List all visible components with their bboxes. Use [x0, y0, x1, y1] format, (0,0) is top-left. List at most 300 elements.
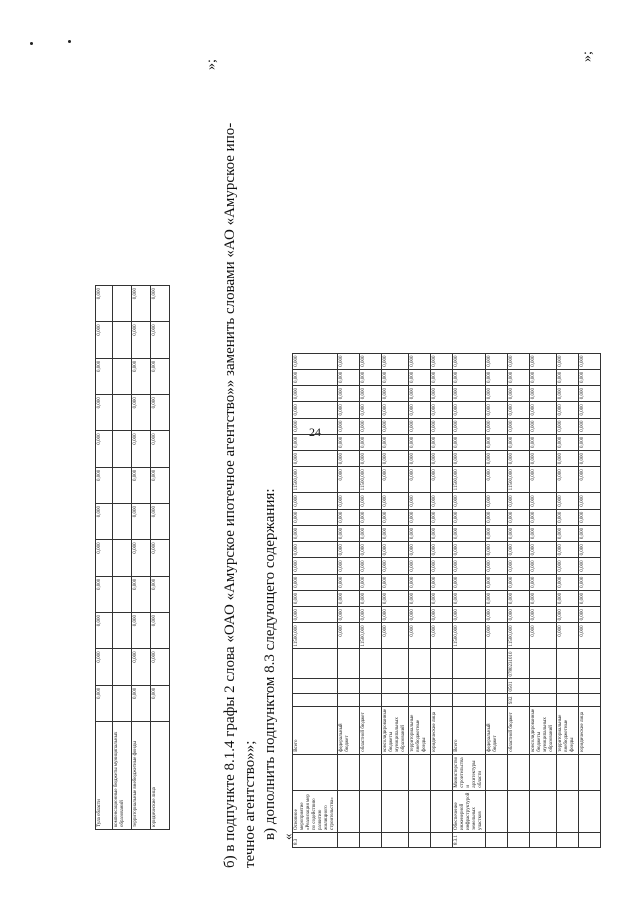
- cell-number: [409, 833, 431, 848]
- cell-value: 0,000: [486, 467, 508, 493]
- cell-grbs: 932: [508, 694, 530, 707]
- cell-csr: [360, 649, 382, 679]
- cell-value: 0,000: [508, 558, 530, 574]
- cell-value: 0,000: [453, 353, 486, 369]
- cell-value: 0,000: [409, 607, 431, 623]
- cell-value: 0,000: [557, 369, 579, 385]
- cell-grbs: [293, 694, 338, 707]
- cell-value: 0,000: [486, 493, 508, 509]
- cell-value: 0,000: [409, 525, 431, 541]
- cell-executor: [338, 754, 360, 790]
- cell-name: [409, 790, 431, 832]
- cell-total: 11500,000: [360, 623, 382, 649]
- table-row: [579, 353, 601, 847]
- cell-value: 0,000: [382, 386, 409, 402]
- cell-value: 0,000: [530, 451, 557, 467]
- paragraph-b-line1: б) в подпункте 8.1.4 графы 2 слова «ОАО «Амурское ипотечное агентство»» заменить словами «АО «Амурское ипо-: [222, 122, 238, 868]
- cell-value: 0,000: [382, 607, 409, 623]
- cell-value: 0,000: [409, 402, 431, 418]
- cell-value: 0,000: [338, 386, 360, 402]
- cell-value: 0,000: [293, 451, 338, 467]
- cell-csr: [530, 649, 557, 679]
- cell-value: 0,000: [579, 525, 601, 541]
- cell-value: 0,000: [338, 369, 360, 385]
- cell-total: 0,000: [409, 623, 431, 649]
- cell-source: Всего: [453, 706, 486, 754]
- cell-value: 0,000: [382, 590, 409, 606]
- cell-value: 0,000: [508, 574, 530, 590]
- cell-name: [431, 790, 453, 832]
- cell-value: 0,000: [453, 451, 486, 467]
- cell-value: 0,000: [431, 467, 453, 493]
- cell-value: 0,000: [486, 558, 508, 574]
- cell-value: 0,000: [486, 418, 508, 434]
- cell-name: [486, 790, 508, 832]
- cell-value: 0,000: [293, 509, 338, 525]
- cell-value: 0,000: [508, 418, 530, 434]
- cell-name: [382, 790, 409, 832]
- cell-total: 0,000: [530, 623, 557, 649]
- cell-value: 0,000: [360, 493, 382, 509]
- cell-value: 0,000: [293, 493, 338, 509]
- cell-name: [557, 790, 579, 832]
- cell-value: 0,000: [382, 418, 409, 434]
- cell-total: 11500,000: [293, 623, 338, 649]
- paragraph-v: в) дополнить подпунктом 8.3 следующего содержания:: [262, 488, 278, 840]
- cell-value: 0,000: [431, 509, 453, 525]
- table-row: [486, 353, 508, 847]
- cell-rz: [431, 679, 453, 694]
- cell-number: [579, 833, 601, 848]
- cell-value: 0,000: [338, 451, 360, 467]
- cell-value: 0,000: [508, 542, 530, 558]
- cell-value: 0,000: [530, 607, 557, 623]
- cell-grbs: [579, 694, 601, 707]
- cell-value: 0,000: [338, 493, 360, 509]
- cell-value: 0,000: [508, 451, 530, 467]
- cell-csr: [453, 649, 486, 679]
- cell-value: 0,000: [453, 574, 486, 590]
- cell-value: 0,000: [293, 607, 338, 623]
- cell-grbs: [338, 694, 360, 707]
- cell-grbs: [530, 694, 557, 707]
- cell-value: 0,000: [409, 574, 431, 590]
- cell-executor: [579, 754, 601, 790]
- table-row: [338, 353, 360, 847]
- cell-value: 0,000: [530, 590, 557, 606]
- cell-value: 0,000: [557, 574, 579, 590]
- cell-csr: [409, 649, 431, 679]
- cell-value: 0,000: [453, 558, 486, 574]
- cell-value: 0,000: [431, 353, 453, 369]
- cell-csr: [431, 649, 453, 679]
- cell-value: 0,000: [132, 467, 151, 503]
- cell-source: областной бюджет: [360, 706, 382, 754]
- cell-number: [360, 833, 382, 848]
- cell-value: 0,000: [431, 451, 453, 467]
- cell-value: 0,000: [96, 504, 113, 540]
- cell-value: 0,000: [96, 613, 113, 649]
- cell-value: 0,000: [453, 386, 486, 402]
- cell-value: 11500,000: [508, 467, 530, 493]
- speck-1: [30, 42, 33, 45]
- cell-value: 0,000: [431, 369, 453, 385]
- cell-value: 0,000: [530, 418, 557, 434]
- cell-value: 0,000: [382, 369, 409, 385]
- cell-value: 0,000: [530, 434, 557, 450]
- cell-value: 0,000: [360, 607, 382, 623]
- cell-executor: [557, 754, 579, 790]
- cell-value: 0,000: [530, 369, 557, 385]
- cell-source: федеральный бюджет: [486, 706, 508, 754]
- cell-name: [508, 790, 530, 832]
- cell-value: 0,000: [431, 542, 453, 558]
- cell-total: 0,000: [579, 623, 601, 649]
- table-row: [508, 353, 530, 847]
- cell-value: 0,000: [453, 402, 486, 418]
- cell-value: 0,000: [96, 467, 113, 503]
- cell-region-label: Тула области: [96, 722, 113, 830]
- cell-value: 0,000: [453, 607, 486, 623]
- cell-total: 0,000: [431, 623, 453, 649]
- cell-value: 0,000: [530, 525, 557, 541]
- cell-rz: [338, 679, 360, 694]
- cell-value: 0,000: [360, 509, 382, 525]
- cell-executor: [382, 754, 409, 790]
- cell-value: 0,000: [151, 286, 170, 322]
- cell-value: 0,000: [579, 467, 601, 493]
- cell-value: 0,000: [409, 509, 431, 525]
- cell-name: [360, 790, 382, 832]
- cell-value: 0,000: [530, 509, 557, 525]
- cell-value: 0,000: [557, 509, 579, 525]
- cell-value: 0,000: [431, 525, 453, 541]
- cell-csr: [557, 649, 579, 679]
- cell-value: 0,000: [453, 434, 486, 450]
- cell-number: [382, 833, 409, 848]
- cell-total: 11500,000: [508, 623, 530, 649]
- cell-value: 0,000: [293, 590, 338, 606]
- cell-value: 0,000: [579, 402, 601, 418]
- cell-grbs: [409, 694, 431, 707]
- cell-value: 0,000: [360, 558, 382, 574]
- table-row: [530, 353, 557, 847]
- cell-value: 0,000: [360, 542, 382, 558]
- cell-grbs: [382, 694, 409, 707]
- cell-value: [113, 395, 132, 431]
- cell-rz: [293, 679, 338, 694]
- cell-value: 0,000: [151, 540, 170, 576]
- cell-value: 0,000: [530, 558, 557, 574]
- cell-value: 0,000: [486, 574, 508, 590]
- cell-value: 0,000: [579, 607, 601, 623]
- speck-2: [68, 40, 71, 43]
- cell-value: [113, 613, 132, 649]
- cell-value: 0,000: [409, 434, 431, 450]
- cell-rz: [579, 679, 601, 694]
- cell-value: 0,000: [151, 613, 170, 649]
- cell-value: 11500,000: [293, 467, 338, 493]
- table-row: [557, 353, 579, 847]
- cell-value: 0,000: [382, 525, 409, 541]
- cell-value: 0,000: [293, 402, 338, 418]
- cell-value: 0,000: [132, 431, 151, 467]
- cell-executor: [486, 754, 508, 790]
- cell-value: 0,000: [508, 353, 530, 369]
- cell-source: федеральный бюджет: [338, 706, 360, 754]
- cell-value: 0,000: [557, 493, 579, 509]
- cell-source: территориальные внебюджетные фонды: [132, 722, 151, 830]
- cell-value: 0,000: [579, 590, 601, 606]
- cell-value: 0,000: [557, 451, 579, 467]
- cell-value: 0,000: [508, 369, 530, 385]
- cell-value: 0,000: [508, 402, 530, 418]
- table-row: [151, 286, 170, 830]
- cell-csr: [579, 649, 601, 679]
- cell-number: 8.3: [293, 833, 338, 848]
- cell-value: 0,000: [579, 542, 601, 558]
- cell-value: [113, 649, 132, 685]
- cell-value: 0,000: [579, 509, 601, 525]
- cell-value: 0,000: [338, 402, 360, 418]
- cell-value: [113, 358, 132, 394]
- cell-value: 0,000: [132, 286, 151, 322]
- cell-total: 0,000: [557, 623, 579, 649]
- cell-value: 0,000: [382, 467, 409, 493]
- cell-value: 0,000: [360, 369, 382, 385]
- cell-value: 0,000: [530, 353, 557, 369]
- cell-value: 0,000: [132, 649, 151, 685]
- cell-value: 0,000: [96, 685, 113, 721]
- cell-value: [113, 576, 132, 612]
- cell-value: 0,000: [382, 509, 409, 525]
- cell-value: 0,000: [151, 431, 170, 467]
- cell-value: 0,000: [557, 607, 579, 623]
- cell-value: 0,000: [530, 493, 557, 509]
- cell-value: 0,000: [579, 451, 601, 467]
- cell-value: 0,000: [151, 649, 170, 685]
- cell-value: 0,000: [151, 322, 170, 358]
- cell-source: консолидированные бюджеты муниципальных образований: [382, 706, 409, 754]
- cell-value: 0,000: [132, 504, 151, 540]
- cell-executor: [293, 754, 338, 790]
- cell-value: 0,000: [557, 590, 579, 606]
- cell-value: 0,000: [530, 402, 557, 418]
- cell-value: 0,000: [338, 509, 360, 525]
- cell-value: 0,000: [530, 467, 557, 493]
- cell-csr: [486, 649, 508, 679]
- cell-value: 0,000: [508, 525, 530, 541]
- cell-value: 0,000: [579, 493, 601, 509]
- cell-number: [530, 833, 557, 848]
- cell-value: 0,000: [132, 685, 151, 721]
- cell-value: 0,000: [293, 353, 338, 369]
- cell-csr: 0780231010: [508, 649, 530, 679]
- cell-value: 0,000: [96, 576, 113, 612]
- cell-grbs: [453, 694, 486, 707]
- cell-value: 0,000: [293, 386, 338, 402]
- cell-value: 0,000: [96, 649, 113, 685]
- closing-quote-bottom: »;: [580, 51, 595, 62]
- cell-value: [113, 685, 132, 721]
- cell-value: 0,000: [453, 493, 486, 509]
- cell-value: 0,000: [409, 467, 431, 493]
- page-number: 24: [309, 425, 321, 439]
- cell-value: [113, 504, 132, 540]
- cell-value: 0,000: [530, 386, 557, 402]
- cell-value: 0,000: [557, 434, 579, 450]
- cell-value: 0,000: [409, 386, 431, 402]
- cell-name: [579, 790, 601, 832]
- cell-value: 0,000: [293, 369, 338, 385]
- cell-value: 0,000: [486, 386, 508, 402]
- cell-grbs: [557, 694, 579, 707]
- cell-csr: [338, 649, 360, 679]
- cell-value: 0,000: [508, 590, 530, 606]
- cell-value: 0,000: [579, 558, 601, 574]
- cell-csr: [293, 649, 338, 679]
- cell-value: 0,000: [132, 395, 151, 431]
- cell-executor: [530, 754, 557, 790]
- cell-value: 0,000: [360, 434, 382, 450]
- cell-value: 0,000: [557, 353, 579, 369]
- cell-rz: [557, 679, 579, 694]
- cell-value: 0,000: [293, 542, 338, 558]
- cell-value: 0,000: [431, 574, 453, 590]
- table-row: [409, 353, 431, 847]
- cell-value: 0,000: [338, 434, 360, 450]
- top-table: [95, 285, 170, 830]
- table-row: [293, 353, 338, 847]
- cell-rz: [409, 679, 431, 694]
- table-row: [431, 353, 453, 847]
- cell-value: 0,000: [409, 542, 431, 558]
- cell-rz: 0501: [508, 679, 530, 694]
- cell-value: 0,000: [151, 395, 170, 431]
- cell-value: 0,000: [360, 451, 382, 467]
- cell-value: 0,000: [132, 576, 151, 612]
- cell-name: [338, 790, 360, 832]
- cell-value: 0,000: [382, 574, 409, 590]
- cell-rz: [382, 679, 409, 694]
- cell-value: 0,000: [409, 353, 431, 369]
- cell-value: 0,000: [530, 542, 557, 558]
- cell-source: консолидированные бюджеты муниципальных образований: [530, 706, 557, 754]
- cell-value: 0,000: [431, 418, 453, 434]
- cell-value: 0,000: [360, 574, 382, 590]
- cell-executor: [360, 754, 382, 790]
- cell-value: 0,000: [579, 386, 601, 402]
- cell-value: 0,000: [431, 590, 453, 606]
- cell-number: [431, 833, 453, 848]
- cell-value: 0,000: [96, 286, 113, 322]
- cell-value: 0,000: [338, 542, 360, 558]
- cell-value: 0,000: [486, 402, 508, 418]
- cell-value: 0,000: [579, 574, 601, 590]
- cell-value: 0,000: [151, 504, 170, 540]
- cell-value: 0,000: [508, 434, 530, 450]
- cell-value: 0,000: [431, 607, 453, 623]
- cell-value: 0,000: [431, 434, 453, 450]
- cell-value: [113, 431, 132, 467]
- table-row: [132, 286, 151, 830]
- cell-value: 0,000: [431, 386, 453, 402]
- cell-csr: [382, 649, 409, 679]
- cell-value: 0,000: [151, 576, 170, 612]
- cell-executor: [431, 754, 453, 790]
- cell-source: юридические лица: [579, 706, 601, 754]
- cell-value: 0,000: [360, 590, 382, 606]
- cell-value: 0,000: [360, 402, 382, 418]
- cell-value: 11500,000: [360, 467, 382, 493]
- cell-value: 0,000: [486, 353, 508, 369]
- bottom-table: [292, 353, 601, 848]
- table-row: [453, 353, 486, 847]
- cell-rz: [486, 679, 508, 694]
- cell-value: [113, 286, 132, 322]
- cell-value: 0,000: [453, 509, 486, 525]
- cell-value: 0,000: [486, 525, 508, 541]
- cell-value: 0,000: [486, 434, 508, 450]
- cell-executor: [409, 754, 431, 790]
- cell-value: 11500,000: [453, 467, 486, 493]
- cell-value: 0,000: [338, 590, 360, 606]
- cell-rz: [360, 679, 382, 694]
- cell-value: 0,000: [453, 418, 486, 434]
- cell-value: 0,000: [530, 574, 557, 590]
- cell-source: областной бюджет: [508, 706, 530, 754]
- cell-value: 0,000: [382, 493, 409, 509]
- cell-value: 0,000: [338, 558, 360, 574]
- cell-value: 0,000: [360, 386, 382, 402]
- cell-value: 0,000: [453, 525, 486, 541]
- cell-total: 0,000: [382, 623, 409, 649]
- cell-number: [338, 833, 360, 848]
- cell-number: 8.3.1: [453, 833, 486, 848]
- cell-value: 0,000: [293, 418, 338, 434]
- cell-source: территориальные внебюджетные фонды: [557, 706, 579, 754]
- cell-value: 0,000: [96, 358, 113, 394]
- cell-value: 0,000: [338, 607, 360, 623]
- paragraph-b-line2: течное агентство»»;: [242, 740, 258, 868]
- cell-value: 0,000: [338, 467, 360, 493]
- cell-value: 0,000: [409, 451, 431, 467]
- cell-value: [113, 322, 132, 358]
- cell-value: 0,000: [508, 509, 530, 525]
- cell-value: 0,000: [382, 353, 409, 369]
- table-row: [360, 353, 382, 847]
- cell-source: юридические лица: [431, 706, 453, 754]
- cell-source: Всего: [293, 706, 338, 754]
- cell-value: 0,000: [431, 558, 453, 574]
- cell-name: Обеспечение инженерной инфраструктурой земельных участков: [453, 790, 486, 832]
- cell-grbs: [431, 694, 453, 707]
- table-row: [113, 286, 132, 830]
- cell-value: 0,000: [557, 386, 579, 402]
- cell-value: 0,000: [486, 607, 508, 623]
- cell-value: 0,000: [382, 451, 409, 467]
- cell-value: 0,000: [132, 358, 151, 394]
- cell-value: 0,000: [293, 434, 338, 450]
- cell-value: 0,000: [132, 322, 151, 358]
- cell-total: 0,000: [486, 623, 508, 649]
- cell-value: 0,000: [151, 467, 170, 503]
- cell-value: 0,000: [409, 493, 431, 509]
- cell-name: Основное мероприятие «Реализация мер по содействию развитию жилищного строительства»: [293, 790, 338, 832]
- cell-name: [530, 790, 557, 832]
- table-row: [382, 353, 409, 847]
- cell-value: 0,000: [360, 525, 382, 541]
